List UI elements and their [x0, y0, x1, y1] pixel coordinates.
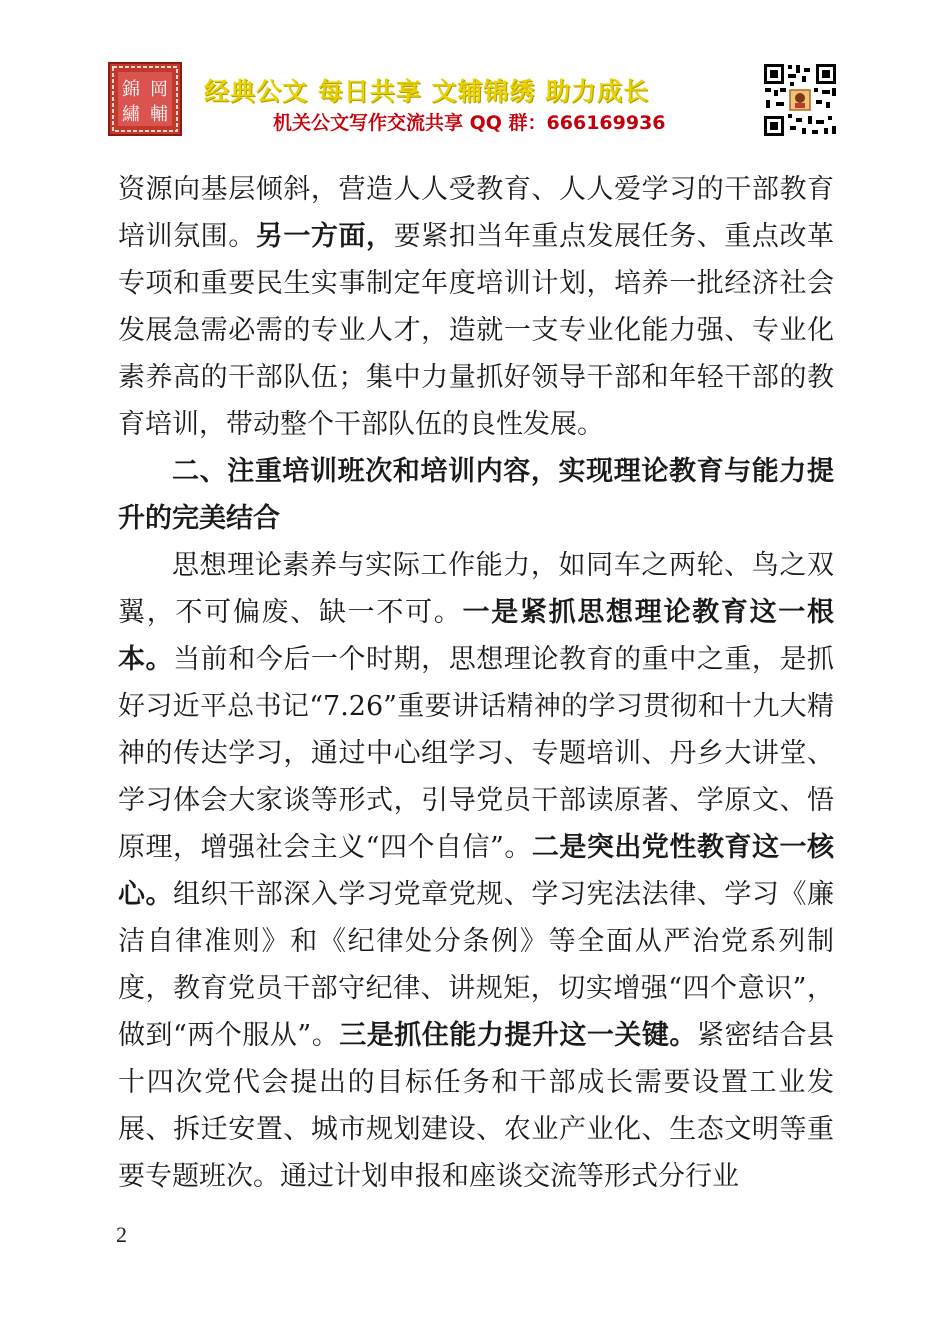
header-slogan: 经典公文 每日共享 文辅锦绣 助力成长 [204, 77, 650, 106]
svg-text:繡: 繡 [122, 104, 140, 125]
p2-run-2: 当前和今后一个时期，思想理论教育的重中之重，是抓好习近平总书记“7.26”重要讲话精神的学习贯彻和十九大精神的传达学习，通过中心组学习、专题培训、丹乡大讲堂、学习体会大家谈等形式，引导党员干部读原著、学原文、悟原理，增强社会主义“四个自信”。 [118, 644, 835, 863]
header-qq-group: 机关公文写作交流共享 QQ 群：666169936 [273, 112, 666, 134]
p2-run-0: 思想理论素养与实际工作能力，如同车之两轮、鸟之双翼，不可偏废、缺一不可。 [118, 550, 834, 628]
paragraph-theory-education [118, 542, 834, 1200]
p1-run-2: 要紧扣当年重点发展任务、重点改革专项和重要民生实事制定年度培训计划，培养一批经济社会发展急需必需的专业人才，造就一支专业化能力强、专业化素养高的干部队伍；集中力量抓好领导干部和年轻干部的教育培训，带动整个干部队伍的良性发展。 [118, 221, 835, 440]
p2-run-4: 组织干部深入学习党章党规、学习宪法法律、学习《廉洁自律准则》和《纪律处分条例》等全面从严治党系列制度，教育党员干部守纪律、讲规矩，切实增强“四个意识”，做到“两个服从”。 [118, 879, 835, 1051]
qr-code-icon [762, 62, 838, 138]
section-heading: 二、注重培训班次和培训内容，实现理论教育与能力提升的完美结合 [118, 456, 834, 534]
header-banner [108, 62, 838, 144]
document-body [118, 166, 834, 1200]
p2-run-6: 紧密结合县十四次党代会提出的目标任务和干部成长需要设置工业发展、拆迁安置、城市规划建设、农业产业化、生态文明等重要专题班次。通过计划申报和座谈交流等形式分行业 [118, 1020, 835, 1192]
p1-run-0: 资源向基层倾斜，营造人人受教育、人人爱学习的干部教育培训氛围。 [118, 174, 834, 252]
svg-text:輔: 輔 [150, 104, 168, 125]
page-number: 2 [116, 1222, 127, 1247]
p2-run-1-bold: 一是紧抓思想理论教育这一根本。 [118, 597, 834, 675]
paragraph-training-plan [118, 166, 834, 448]
seal-logo-icon [108, 62, 182, 136]
p2-run-5-bold: 三是抓住能力提升这一关键。 [339, 1020, 697, 1051]
p1-run-1-bold: 另一方面， [255, 221, 394, 252]
p2-run-3-bold: 二是突出党性教育这一核心。 [118, 832, 835, 910]
svg-text:錦: 錦 [122, 79, 140, 100]
svg-text:岡: 岡 [150, 79, 168, 100]
